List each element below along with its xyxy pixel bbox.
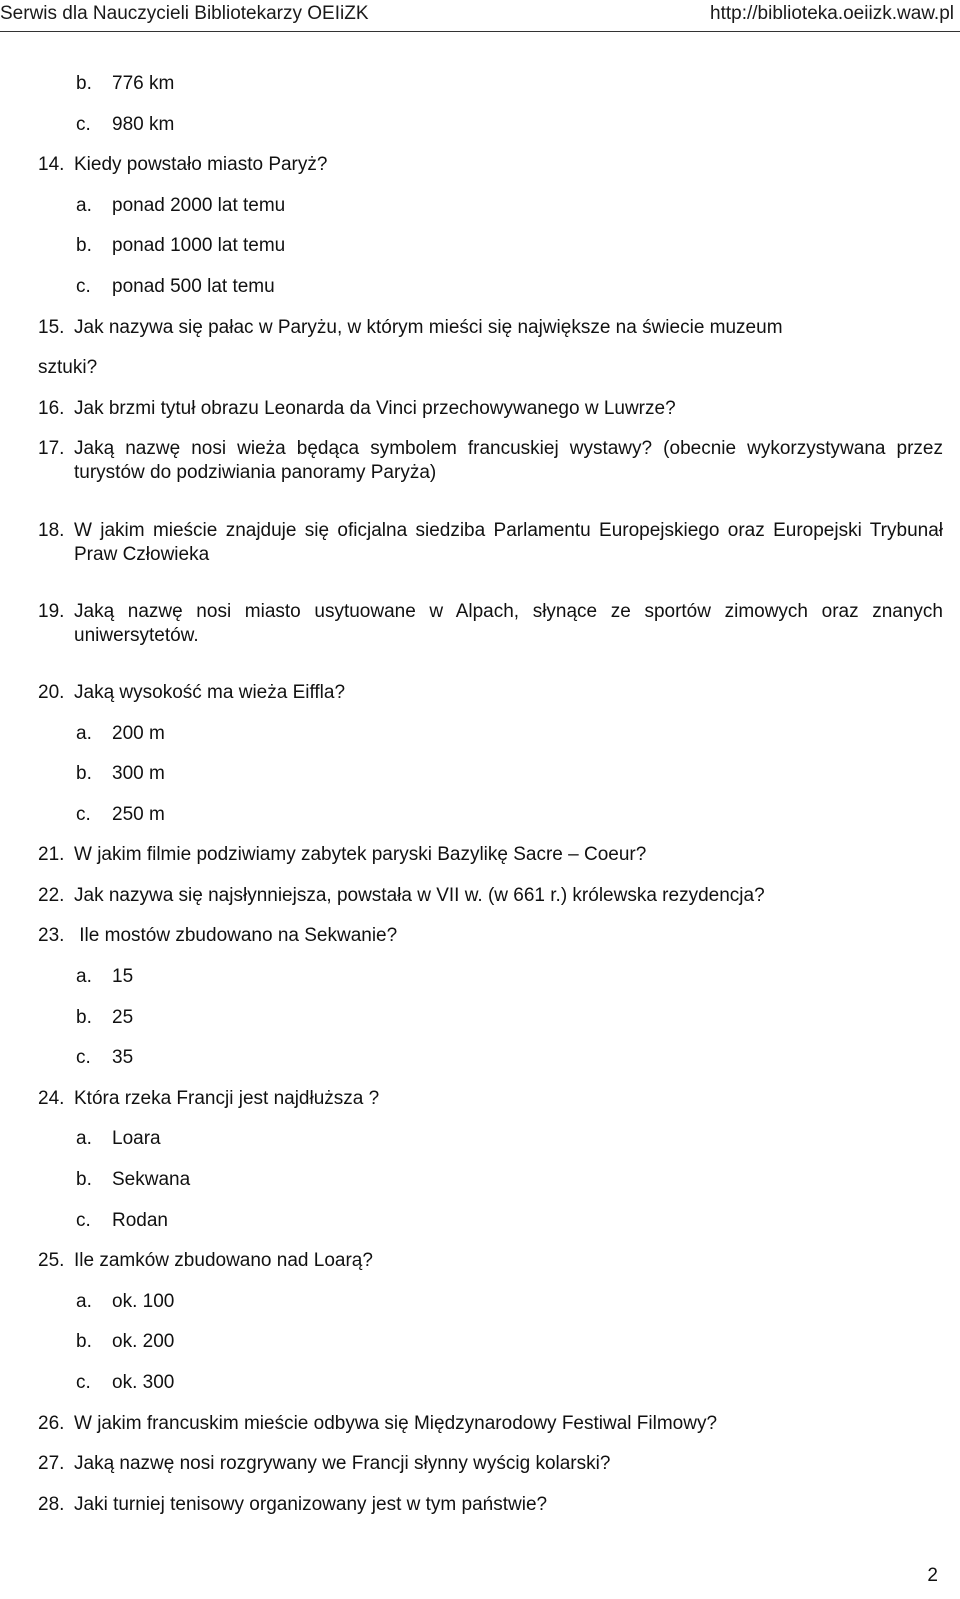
answer-option: b. 776 km <box>76 73 175 94</box>
answer-option: a. 15 <box>76 966 134 988</box>
question-17: 17. Jaką nazwę nosi wieża będąca symbolem francuskiej wystawy? (obecnie wykorzystywana przez turystów do podziwiania panoramy Paryża) <box>38 438 943 484</box>
answer-option: b. ponad 1000 lat temu <box>76 235 286 257</box>
header-url: http://biblioteka.oeiizk.waw.pl <box>710 3 954 24</box>
answer-option: c. ok. 300 <box>76 1372 175 1393</box>
question-21: 21. W jakim filmie podziwiamy zabytek paryski Bazylikę Sacre – Coeur? <box>38 844 647 866</box>
answer-option: c. Rodan <box>76 1209 168 1231</box>
quiz-content <box>38 64 943 1525</box>
answer-option: b. Sekwana <box>76 1169 191 1191</box>
question-23: 23. Ile mostów zbudowano na Sekwanie? <box>38 925 398 947</box>
question-19: 19. Jaką nazwę nosi miasto usytuowane w Alpach, słynące ze sportów zimowych oraz znanych uniwersytetów. <box>38 600 943 646</box>
header-site-name: Serwis dla Nauczycieli Bibliotekarzy OEIiZK <box>0 3 369 24</box>
page-number: 2 <box>927 1565 938 1586</box>
answer-option: b. 300 m <box>76 763 165 785</box>
question-25: 25. Ile zamków zbudowano nad Loarą? <box>38 1250 373 1272</box>
answer-option: c. 980 km <box>76 113 175 135</box>
header-divider <box>0 31 960 32</box>
question-14: 14. Kiedy powstało miasto Paryż? <box>38 154 328 176</box>
answer-option: c. 35 <box>76 1047 134 1069</box>
question-28: 28. Jaki turniej tenisowy organizowany jest w tym państwie? <box>38 1493 548 1515</box>
question-22: 22. Jak nazywa się najsłynniejsza, powstała w VII w. (w 661 r.) królewska rezydencja? <box>38 884 765 906</box>
question-18: 18. W jakim mieście znajduje się oficjalna siedziba Parlamentu Europejskiego oraz Europejski Trybunał Praw Człowieka <box>38 519 943 565</box>
question-16: 16. Jak brzmi tytuł obrazu Leonarda da Vinci przechowywanego w Luwrze? <box>38 397 676 419</box>
answer-option: a. ponad 2000 lat temu <box>76 194 286 216</box>
question-15: 15. Jak nazywa się pałac w Paryżu, w którym mieści się największe na świecie muzeum sztuki? <box>38 316 783 379</box>
answer-option: c. 250 m <box>76 803 165 825</box>
answer-option: c. ponad 500 lat temu <box>76 275 275 297</box>
question-26: 26. W jakim francuskim mieście odbywa się Międzynarodowy Festiwal Filmowy? <box>38 1412 718 1434</box>
answer-option: b. ok. 200 <box>76 1331 175 1353</box>
question-20: 20. Jaką wysokość ma wieża Eiffla? <box>38 681 346 703</box>
answer-option: a. Loara <box>76 1128 161 1150</box>
answer-option: a. 200 m <box>76 722 165 744</box>
page-header <box>0 0 960 34</box>
question-27: 27. Jaką nazwę nosi rozgrywany we Francji słynny wyścig kolarski? <box>38 1453 611 1475</box>
answer-option: a. ok. 100 <box>76 1290 175 1312</box>
answer-option: b. 25 <box>76 1006 134 1028</box>
question-24: 24. Która rzeka Francji jest najdłuższa ? <box>38 1087 380 1109</box>
